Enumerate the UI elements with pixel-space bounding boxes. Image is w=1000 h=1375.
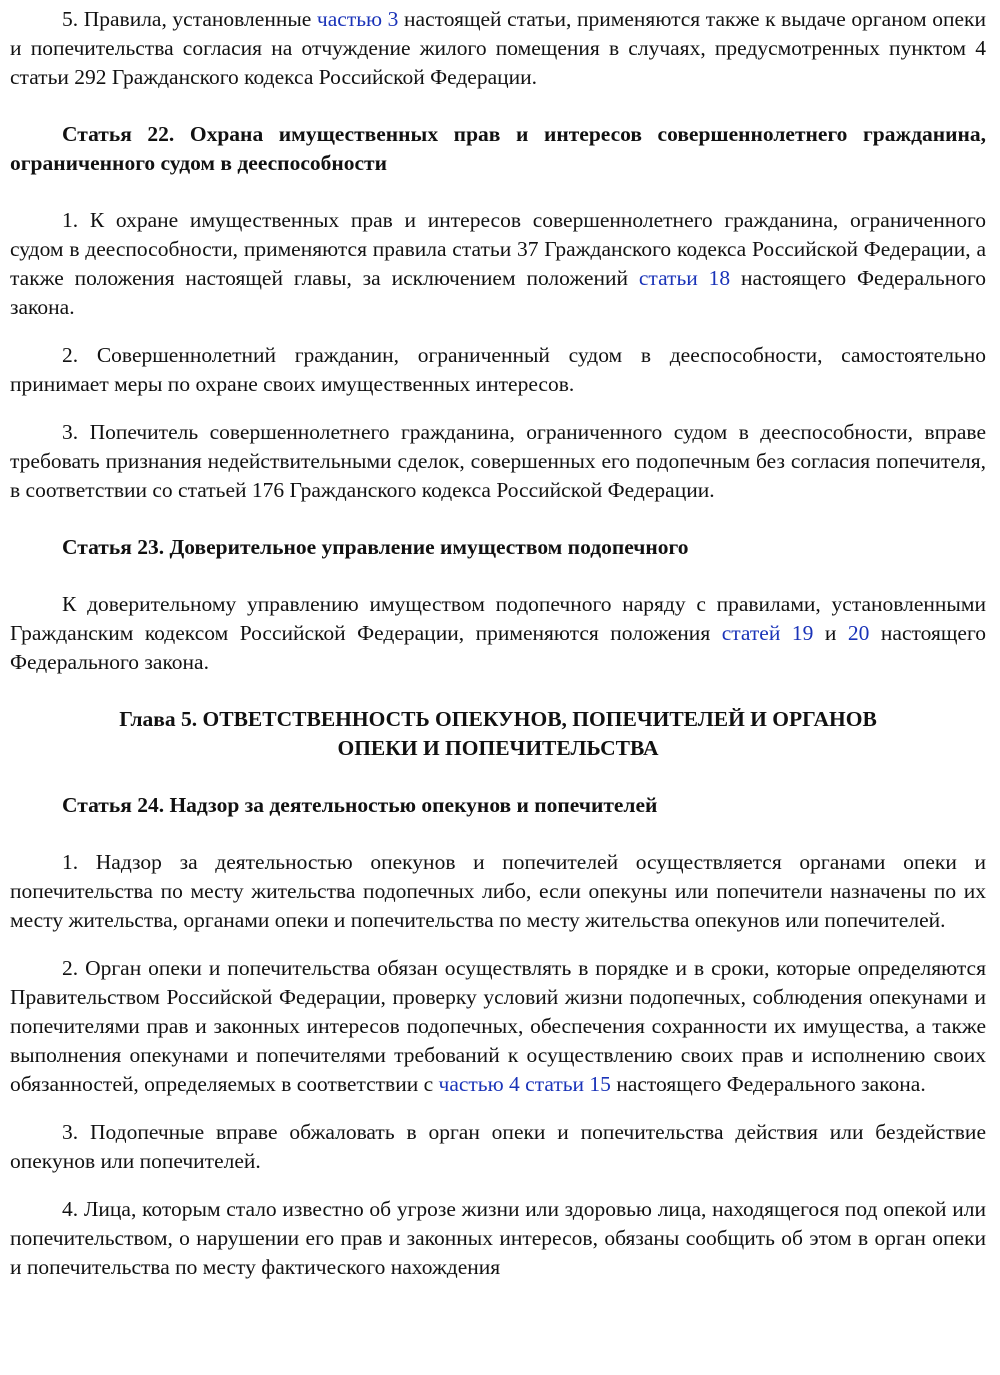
- paragraph-article24-part1: 1. Надзор за деятельностью опекунов и попечителей осуществляется органами опеки и попечительства по месту жительства подопечных либо, если опекуны или попечители назначены по их месту жительства, органами опеки и попечительства по месту жительства опекунов или попечителей.: [10, 850, 986, 932]
- paragraph-article24-part3: 3. Подопечные вправе обжаловать в орган опеки и попечительства действия или бездействие опекунов или попечителей.: [10, 1120, 986, 1173]
- paragraph-text: и: [813, 621, 848, 645]
- link-article-19[interactable]: статей 19: [721, 621, 814, 645]
- paragraph-text: К доверительному управлению имуществом подопечного наряду с правилами, установленными Гражданским кодексом Российской Федерации, применяются положения: [10, 592, 986, 645]
- link-article-20[interactable]: 20: [847, 621, 870, 645]
- paragraph-article22-part3: 3. Попечитель совершеннолетнего гражданина, ограниченного судом в дееспособности, вправе требовать признания недействительными сделок, совершенных его подопечным без согласия попечителя, в соответствии со статьей 176 Гражданского кодекса Российской Федерации.: [10, 420, 986, 502]
- link-part-3[interactable]: частью 3: [316, 7, 399, 31]
- paragraph-article24-part4: 4. Лица, которым стало известно об угрозе жизни или здоровью лица, находящегося под опекой или попечительством, о нарушении его прав и законных интересов, обязаны сообщить об этом в орган опеки и попечительства по месту фактического нахождения: [10, 1197, 986, 1279]
- paragraph-text: настоящего Федерального закона.: [10, 266, 986, 319]
- article-23-heading: Статья 23. Доверительное управление имуществом подопечного: [62, 535, 689, 559]
- paragraph-article23: [10, 590, 986, 677]
- article-22-heading: Статья 22. Охрана имущественных прав и интересов совершеннолетнего гражданина, ограниченного судом в дееспособности: [10, 122, 986, 175]
- paragraph-text: 2. Орган опеки и попечительства обязан осуществлять в порядке и в сроки, которые определяются Правительством Российской Федерации, проверку условий жизни подопечных, соблюдения опекунами и попечителями прав и законных интересов подопечных, обеспечения сохранности их имущества, а также выполнения опекунами и попечителями требований к осуществлению своих прав и исполнению своих обязанностей, определяемых в соответствии с: [10, 956, 986, 1096]
- paragraph-text: 1. К охране имущественных прав и интересов совершеннолетнего гражданина, ограниченного судом в дееспособности, применяются правила статьи 37 Гражданского кодекса Российской Федерации, а также положения настоящей главы, за исключением положений: [10, 208, 986, 290]
- chapter-5-heading-line: Глава 5. ОТВЕТСТВЕННОСТЬ ОПЕКУНОВ, ПОПЕЧИТЕЛЕЙ И ОРГАНОВ: [119, 707, 877, 731]
- paragraph-article22-part2: 2. Совершеннолетний гражданин, ограниченный судом в дееспособности, самостоятельно принимает меры по охране своих имущественных интересов.: [10, 343, 986, 396]
- link-article-18[interactable]: статьи 18: [638, 266, 731, 290]
- chapter-5-heading-line: ОПЕКИ И ПОПЕЧИТЕЛЬСТВА: [337, 736, 659, 760]
- paragraph-text: 5. Правила, установленные: [62, 7, 317, 31]
- paragraph-text: настоящего Федерального закона.: [610, 1072, 926, 1096]
- link-part-4-article-15[interactable]: частью 4 статьи 15: [438, 1072, 611, 1096]
- paragraph-article24-part2: [10, 954, 986, 1099]
- chapter-5-heading: [10, 705, 986, 763]
- paragraph-article22-part1: [10, 206, 986, 322]
- paragraph-article21-part5: [10, 5, 986, 92]
- article-24-heading: Статья 24. Надзор за деятельностью опекунов и попечителей: [62, 793, 658, 817]
- paragraph-text: настоящей статьи, применяются также к выдаче органом опеки и попечительства согласия на отчуждение жилого помещения в случаях, предусмотренных пунктом 4 статьи 292 Гражданского кодекса Российской Федерации.: [10, 7, 986, 89]
- paragraph-text: настоящего Федерального закона.: [10, 621, 986, 674]
